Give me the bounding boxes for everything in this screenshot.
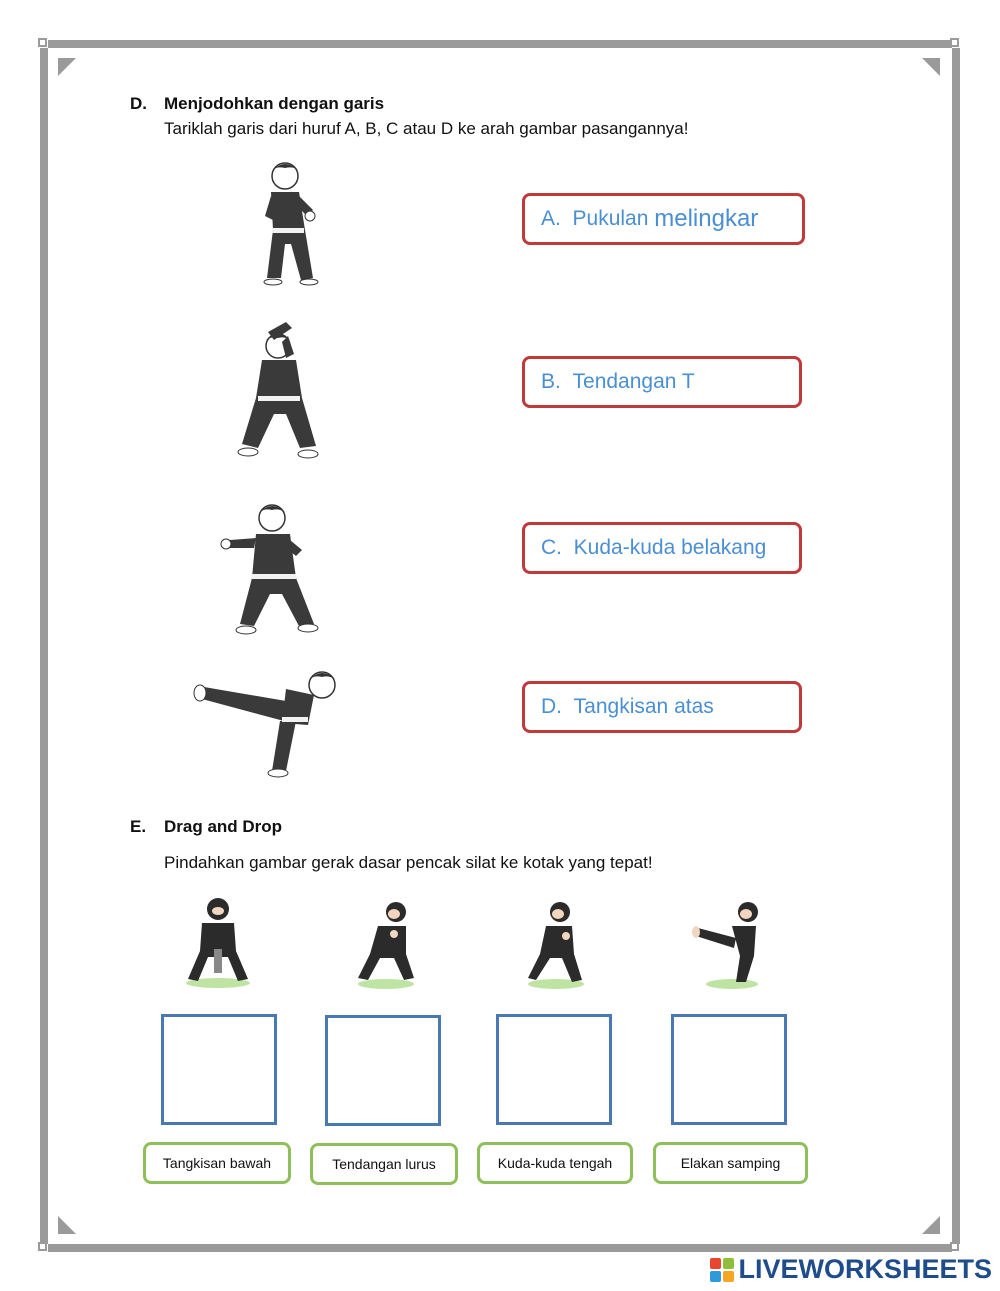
- logo-blocks-icon: [710, 1258, 734, 1282]
- answer-b-text: Tendangan T: [572, 370, 695, 393]
- drag-figure-4[interactable]: [690, 898, 770, 990]
- drag-figure-1[interactable]: [178, 895, 258, 990]
- frame-corner-bl: [38, 1242, 47, 1251]
- answer-b-prefix: B.: [541, 370, 561, 393]
- drag-figure-3[interactable]: [520, 898, 590, 990]
- brand-name: LIVEWORKSHEETS: [738, 1254, 992, 1284]
- fighter-figure-2: [228, 318, 333, 468]
- answer-c-text: Kuda-kuda belakang: [573, 536, 767, 559]
- fighter-figure-4: [190, 665, 345, 780]
- liveworksheets-logo: [710, 1254, 992, 1285]
- frame-bottom: [48, 1244, 952, 1252]
- answer-box-c[interactable]: [522, 522, 802, 574]
- drop-box-2[interactable]: [325, 1015, 441, 1126]
- fighter-figure-1: [255, 160, 345, 295]
- label-tendangan-lurus: Tendangan lurus: [310, 1143, 458, 1185]
- answer-a-prefix: A.: [541, 207, 561, 230]
- section-d-letter: D.: [130, 94, 147, 113]
- frame-corner-br: [950, 1242, 959, 1251]
- corner-triangle-tl: [58, 58, 76, 76]
- drop-box-4[interactable]: [671, 1014, 787, 1125]
- frame-corner-tl: [38, 38, 47, 47]
- section-d-instruction: Tariklah garis dari huruf A, B, C atau D ke arah gambar pasangannya!: [164, 119, 689, 138]
- answer-d-text: Tangkisan atas: [573, 695, 714, 718]
- answer-box-a[interactable]: [522, 193, 805, 245]
- answer-box-d[interactable]: [522, 681, 802, 733]
- label-kuda-kuda-tengah: Kuda-kuda tengah: [477, 1142, 633, 1184]
- frame-corner-tr: [950, 38, 959, 47]
- answer-a-text-big: melingkar: [654, 205, 759, 232]
- corner-triangle-bl: [58, 1216, 76, 1234]
- fighter-figure-3: [210, 500, 325, 645]
- answer-box-b[interactable]: [522, 356, 802, 408]
- corner-triangle-br: [922, 1216, 940, 1234]
- frame-top: [48, 40, 952, 48]
- corner-triangle-tr: [922, 58, 940, 76]
- answer-c-prefix: C.: [541, 536, 562, 559]
- answer-a-text: Pukulan: [572, 207, 649, 230]
- drop-box-1[interactable]: [161, 1014, 277, 1125]
- answer-d-prefix: D.: [541, 695, 562, 718]
- label-tangkisan-bawah: Tangkisan bawah: [143, 1142, 291, 1184]
- label-elakan-samping: Elakan samping: [653, 1142, 808, 1184]
- frame-left: [40, 48, 48, 1244]
- section-e-title: Drag and Drop: [164, 817, 283, 836]
- frame-right: [952, 48, 960, 1244]
- drag-figure-2[interactable]: [350, 898, 420, 990]
- section-e-instruction: Pindahkan gambar gerak dasar pencak silat ke kotak yang tepat!: [164, 853, 653, 872]
- section-d-title: Menjodohkan dengan garis: [164, 94, 385, 113]
- section-e-letter: E.: [130, 817, 147, 836]
- drop-box-3[interactable]: [496, 1014, 612, 1125]
